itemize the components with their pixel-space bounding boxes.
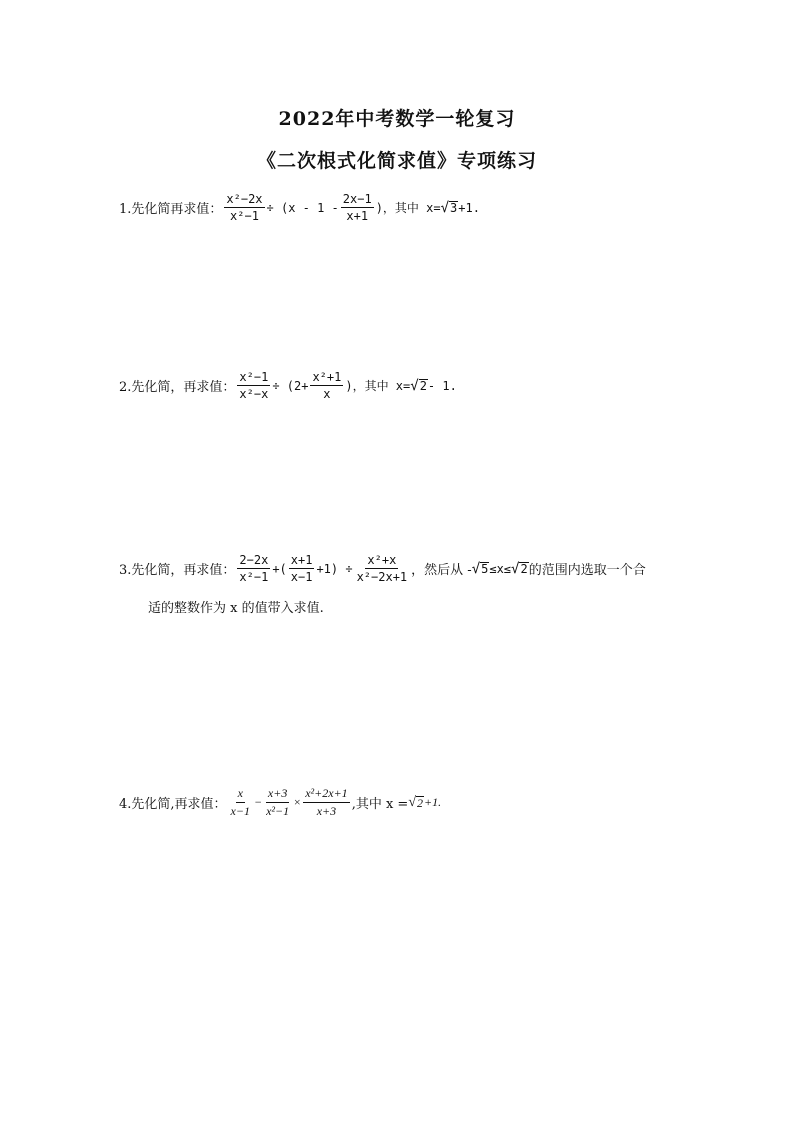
- q4-minus: −: [253, 795, 263, 809]
- q3-f1-numerator: 2−2x: [239, 553, 269, 567]
- q4-f3-denominator: x+3: [316, 804, 337, 818]
- q1-f2-numerator: 2x−1: [342, 192, 372, 206]
- q2-f1-denominator: x²−x: [239, 387, 269, 401]
- q3-mid: +1) ÷: [316, 561, 353, 576]
- sqrt-icon: √: [511, 560, 520, 577]
- q1-lead: 1.先化简再求值：: [119, 202, 223, 217]
- question-4: [119, 786, 441, 819]
- q3-end: 的范围内选取一个合: [528, 563, 646, 578]
- q4-radicand: 2: [417, 795, 423, 810]
- q2-f1-numerator: x²−1: [239, 370, 269, 384]
- q4-end: +1.: [424, 795, 442, 809]
- sqrt-icon: √: [471, 560, 481, 577]
- q3-fraction-1: [237, 553, 270, 584]
- question-2: [119, 370, 457, 401]
- q3-plus: +(: [272, 561, 287, 576]
- q2-fraction-1: [237, 370, 270, 401]
- q3-f3-denominator: x²−2x+1: [356, 570, 408, 584]
- sqrt-icon: √: [408, 794, 416, 810]
- q1-sqrt: [441, 200, 459, 216]
- q3-f2-numerator: x+1: [290, 553, 313, 567]
- q4-fraction-3: [303, 786, 349, 819]
- sqrt-icon: √: [410, 377, 419, 394]
- q4-f2-numerator: x+3: [266, 786, 289, 803]
- q1-mid: ÷ (x - 1 -: [266, 200, 339, 215]
- q1-f2-denominator: x+1: [346, 209, 369, 223]
- q2-fraction-2: [310, 370, 343, 401]
- q2-radicand: 2: [419, 378, 427, 393]
- q2-end: - 1.: [427, 378, 457, 393]
- q3-f3-numerator: x²+x: [367, 553, 397, 567]
- q3-radicand-2: 2: [520, 561, 528, 576]
- q3-f1-denominator: x²−1: [239, 570, 269, 584]
- q1-f1-denominator: x²−1: [230, 209, 259, 223]
- q3-sqrt-1: [472, 561, 490, 577]
- q2-mid: ÷ (2+: [272, 378, 309, 393]
- q1-f1-numerator: x²−2x: [226, 192, 263, 206]
- q2-sqrt: [410, 378, 428, 394]
- q1-end: +1.: [458, 200, 480, 215]
- q4-sqrt: [408, 795, 424, 811]
- q1-tail: )，其中 x=: [375, 201, 441, 215]
- question-1: [119, 192, 480, 223]
- q2-f2-numerator: x²+1: [312, 370, 342, 384]
- q1-fraction-2: [341, 192, 374, 223]
- q4-f1-numerator: x: [236, 786, 245, 803]
- q4-fraction-2: [264, 786, 291, 819]
- page-subtitle: 《二次根式化简求值》专项练习: [256, 150, 537, 172]
- q3-fraction-2: [289, 553, 315, 584]
- q2-tail: )，其中 x=: [345, 379, 411, 393]
- q3-lead: 3.先化简，再求值：: [119, 563, 236, 578]
- q3-fraction-3: [355, 553, 410, 584]
- q4-f3-numerator: x²+2x+1: [303, 786, 349, 803]
- q3-sqrt-2: [511, 561, 529, 577]
- q4-times: ×: [293, 795, 302, 809]
- q2-f2-denominator: x: [323, 387, 331, 401]
- q1-radicand: 3: [450, 200, 458, 215]
- q3-f2-denominator: x−1: [290, 570, 313, 584]
- q3-leq: ≤x≤: [489, 561, 512, 576]
- sqrt-icon: √: [440, 199, 450, 216]
- q4-f2-denominator: x²−1: [266, 804, 290, 818]
- q4-tail: ,其中 x =: [351, 797, 409, 812]
- page-title: 2022年中考数学一轮复习: [278, 108, 516, 130]
- question-3: [119, 553, 646, 584]
- q4-f1-denominator: x−1: [230, 804, 250, 818]
- q4-fraction-1: [229, 786, 252, 819]
- q2-lead: 2.先化简，再求值：: [119, 380, 236, 395]
- q3-radicand-1: 5: [481, 561, 489, 576]
- q4-lead: 4.先化简,再求值：: [119, 797, 227, 812]
- q1-fraction-1: [224, 192, 264, 223]
- q3-tail: ，然后从 -: [411, 563, 472, 578]
- q3-line-2: 适的整数作为 x 的值带入求值.: [148, 601, 324, 616]
